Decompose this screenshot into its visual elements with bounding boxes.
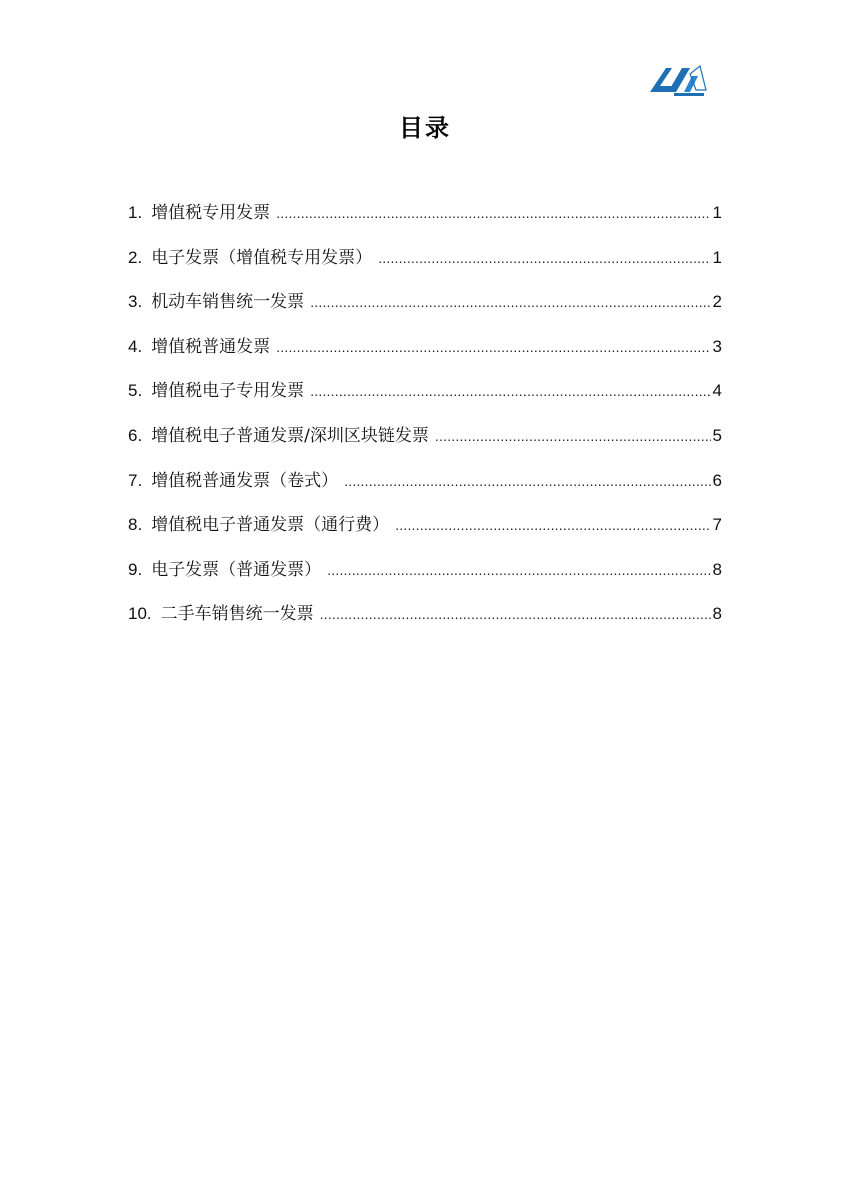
toc-entry[interactable]	[128, 557, 722, 602]
toc-entry-number: 9.	[128, 559, 143, 579]
toc-dot-leader	[320, 601, 711, 627]
toc-entry[interactable]	[128, 245, 722, 290]
toc-entry[interactable]	[128, 289, 722, 334]
toc-entry-number: 1.	[128, 203, 143, 222]
toc-entry[interactable]	[128, 423, 722, 468]
toc-entry-page-number: 4	[712, 381, 722, 401]
company-logo-icon	[646, 62, 710, 98]
toc-entry-label: 机动车销售统一发票	[151, 292, 305, 313]
toc-entry[interactable]	[128, 200, 722, 245]
toc-entry-label: 电子发票（增值税专用发票）	[151, 247, 373, 268]
toc-entry-page-number: 6	[712, 470, 722, 490]
toc-entry-number: 8.	[128, 515, 143, 535]
toc-entry-page-number: 1	[712, 203, 722, 222]
toc-entry[interactable]	[128, 378, 722, 423]
toc-entry-page-number: 8	[712, 559, 722, 579]
toc-entry-label: 增值税电子普通发票/深圳区块链发票	[151, 425, 429, 446]
toc-dot-leader	[378, 245, 710, 271]
toc-dot-leader	[276, 334, 710, 360]
toc-entry-number: 3.	[128, 292, 143, 312]
toc-dot-leader	[435, 423, 711, 449]
toc-entry-label: 增值税电子专用发票	[151, 381, 305, 402]
toc-entry-page-number: 5	[712, 425, 722, 445]
toc-entry[interactable]	[128, 512, 722, 557]
toc-entry-label: 增值税普通发票	[151, 336, 271, 357]
toc-dot-leader	[344, 468, 710, 494]
toc-dot-leader	[310, 378, 710, 404]
table-of-contents	[128, 200, 722, 646]
toc-entry-page-number: 7	[712, 515, 722, 535]
toc-entry[interactable]	[128, 334, 722, 379]
toc-entry[interactable]	[128, 601, 722, 646]
toc-entry-label: 增值税电子普通发票（通行费）	[151, 515, 390, 536]
toc-entry-label: 二手车销售统一发票	[160, 604, 314, 625]
toc-entry-page-number: 3	[712, 336, 722, 356]
toc-entry[interactable]	[128, 468, 722, 513]
toc-entry-number: 7.	[128, 470, 143, 490]
toc-dot-leader	[310, 289, 710, 315]
toc-entry-page-number: 8	[712, 604, 722, 624]
toc-dot-leader	[395, 512, 710, 538]
page-title: 目录	[399, 114, 451, 142]
toc-entry-page-number: 1	[712, 247, 722, 267]
toc-dot-leader	[327, 557, 710, 583]
toc-entry-label: 增值税普通发票（卷式）	[151, 470, 339, 491]
toc-entry-label: 电子发票（普通发票）	[151, 559, 322, 580]
toc-entry-number: 2.	[128, 247, 143, 267]
toc-entry-label: 增值税专用发票	[151, 203, 271, 223]
toc-entry-number: 4.	[128, 336, 143, 356]
toc-dot-leader	[276, 200, 710, 226]
toc-entry-number: 5.	[128, 381, 143, 401]
toc-entry-page-number: 2	[712, 292, 722, 312]
toc-entry-number: 6.	[128, 425, 143, 445]
toc-entry-number: 10.	[128, 604, 152, 624]
